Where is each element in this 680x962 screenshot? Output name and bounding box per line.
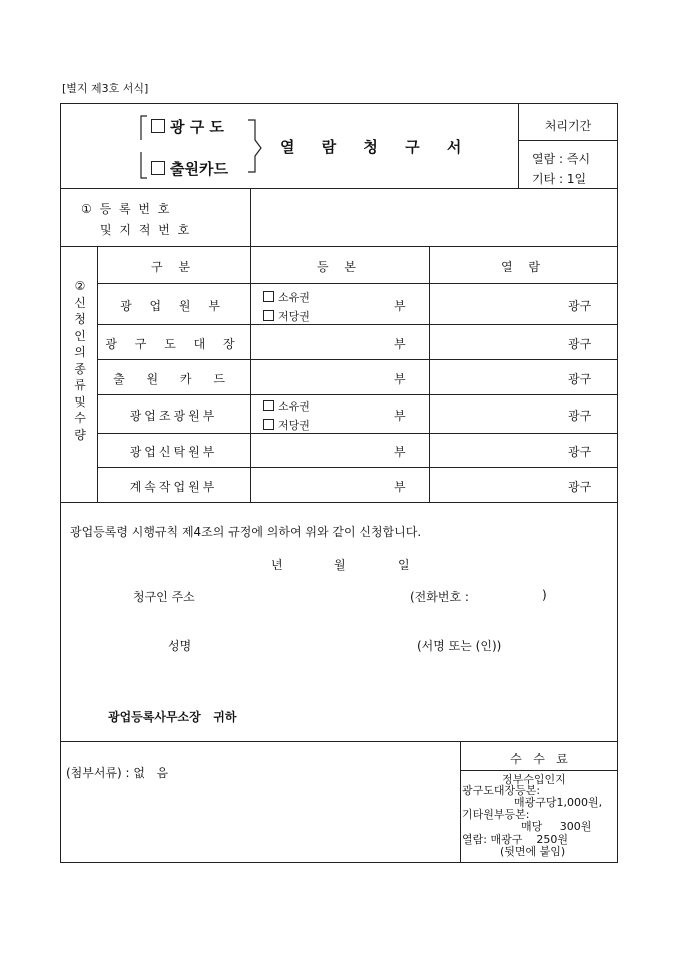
view-unit: 광구 (568, 337, 592, 351)
frame-line (60, 741, 618, 742)
reg-number-label-2: 및 지 적 번 호 (100, 223, 192, 237)
fee-line-5: 매당 300원 (521, 820, 592, 833)
date-month[interactable]: 월 (334, 558, 346, 572)
fee-line-7: (뒷면에 붙임) (500, 845, 566, 858)
table-line (97, 324, 618, 325)
title-option-map[interactable]: 광 구 도 (151, 116, 224, 137)
reg-number-field[interactable] (251, 189, 617, 246)
checkbox-icon[interactable] (263, 291, 274, 302)
table-line (97, 433, 618, 434)
view-unit: 광구 (568, 480, 592, 494)
frame-line (60, 502, 618, 503)
fee-line-3: 매광구당1,000원, (514, 796, 603, 809)
copy-unit: 부 (394, 480, 406, 494)
checkbox-icon[interactable] (151, 161, 165, 175)
row-name: 광업조광원부 (129, 409, 218, 423)
fee-line (460, 770, 618, 771)
row-name: 계속작업원부 (129, 480, 218, 494)
table-line (250, 246, 251, 502)
frame-line (617, 103, 618, 863)
section-label (73, 278, 87, 443)
copy-unit: 부 (394, 409, 406, 423)
copy-unit: 부 (394, 372, 406, 386)
reg-number-label: ① 등 록 번 호 (81, 202, 172, 216)
holder-option-mortgage[interactable]: 저당권 (263, 308, 310, 324)
table-line (97, 394, 618, 395)
statement: 광업등록령 시행규칙 제4조의 규정에 의하여 위와 같이 신청합니다. (70, 525, 422, 539)
frame-line (518, 103, 519, 188)
holder-option-owner[interactable]: 소유권 (263, 398, 310, 414)
frame-line (60, 862, 618, 863)
processing-line (518, 140, 618, 141)
header-view: 열 람 (501, 260, 546, 274)
date-year[interactable]: 년 (271, 558, 283, 572)
view-unit: 광구 (568, 445, 592, 459)
checkbox-icon[interactable] (151, 119, 165, 133)
phone-label: (전화번호 : (410, 590, 469, 604)
frame-line (60, 103, 618, 104)
checkbox-icon[interactable] (263, 310, 274, 321)
table-line (97, 359, 618, 360)
sign-label: (서명 또는 (인)) (417, 639, 502, 653)
processing-view: 열람 : 즉시 (532, 152, 591, 166)
header-category: 구 분 (151, 260, 196, 274)
view-unit: 광구 (568, 409, 592, 423)
fee-line-4: 기타원부등본: (462, 808, 530, 821)
copy-unit: 부 (394, 337, 406, 351)
table-line (429, 246, 430, 502)
frame-line (60, 103, 61, 863)
fee-line-6: 열람: 매광구 250원 (462, 833, 568, 846)
fee-line-1: 정부수입인지 (502, 773, 566, 786)
row-name: 광 업 원 부 (120, 299, 227, 313)
attachments: (첨부서류) : 없 음 (66, 766, 169, 780)
frame-line (60, 246, 618, 247)
phone-close: ) (542, 588, 547, 602)
processing-other: 기타 : 1일 (532, 172, 587, 186)
checkbox-icon[interactable] (263, 419, 274, 430)
row-name: 광 구 도 대 장 (105, 337, 242, 351)
header-copy: 등 본 (317, 260, 362, 274)
date-day[interactable]: 일 (398, 558, 410, 572)
view-unit: 광구 (568, 299, 592, 313)
copy-unit: 부 (394, 299, 406, 313)
document-title: 열 람 청 구 서 (280, 138, 473, 156)
holder-option-owner[interactable]: 소유권 (263, 289, 310, 305)
table-line (97, 467, 618, 468)
title-option-card[interactable]: 출원카드 (151, 158, 228, 179)
holder-option-mortgage[interactable]: 저당권 (263, 417, 310, 433)
name-label: 성명 (168, 639, 192, 653)
address-label: 청구인 주소 (133, 590, 195, 604)
copy-unit: 부 (394, 445, 406, 459)
row-name: 광업신탁원부 (129, 445, 218, 459)
checkbox-icon[interactable] (263, 400, 274, 411)
view-unit: 광구 (568, 372, 592, 386)
recipient: 광업등록사무소장 귀하 (108, 710, 237, 724)
processing-header: 처리기간 (544, 119, 592, 133)
table-line (97, 283, 618, 284)
row-name: 출 원 카 드 (113, 372, 234, 386)
form-label: [별지 제3호 서식] (62, 82, 149, 95)
section-label-text: ②신청인의종류및수량 (74, 279, 86, 442)
fee-header: 수 수 료 (510, 752, 568, 766)
fee-line-2: 광구도대장등본: (462, 784, 541, 797)
